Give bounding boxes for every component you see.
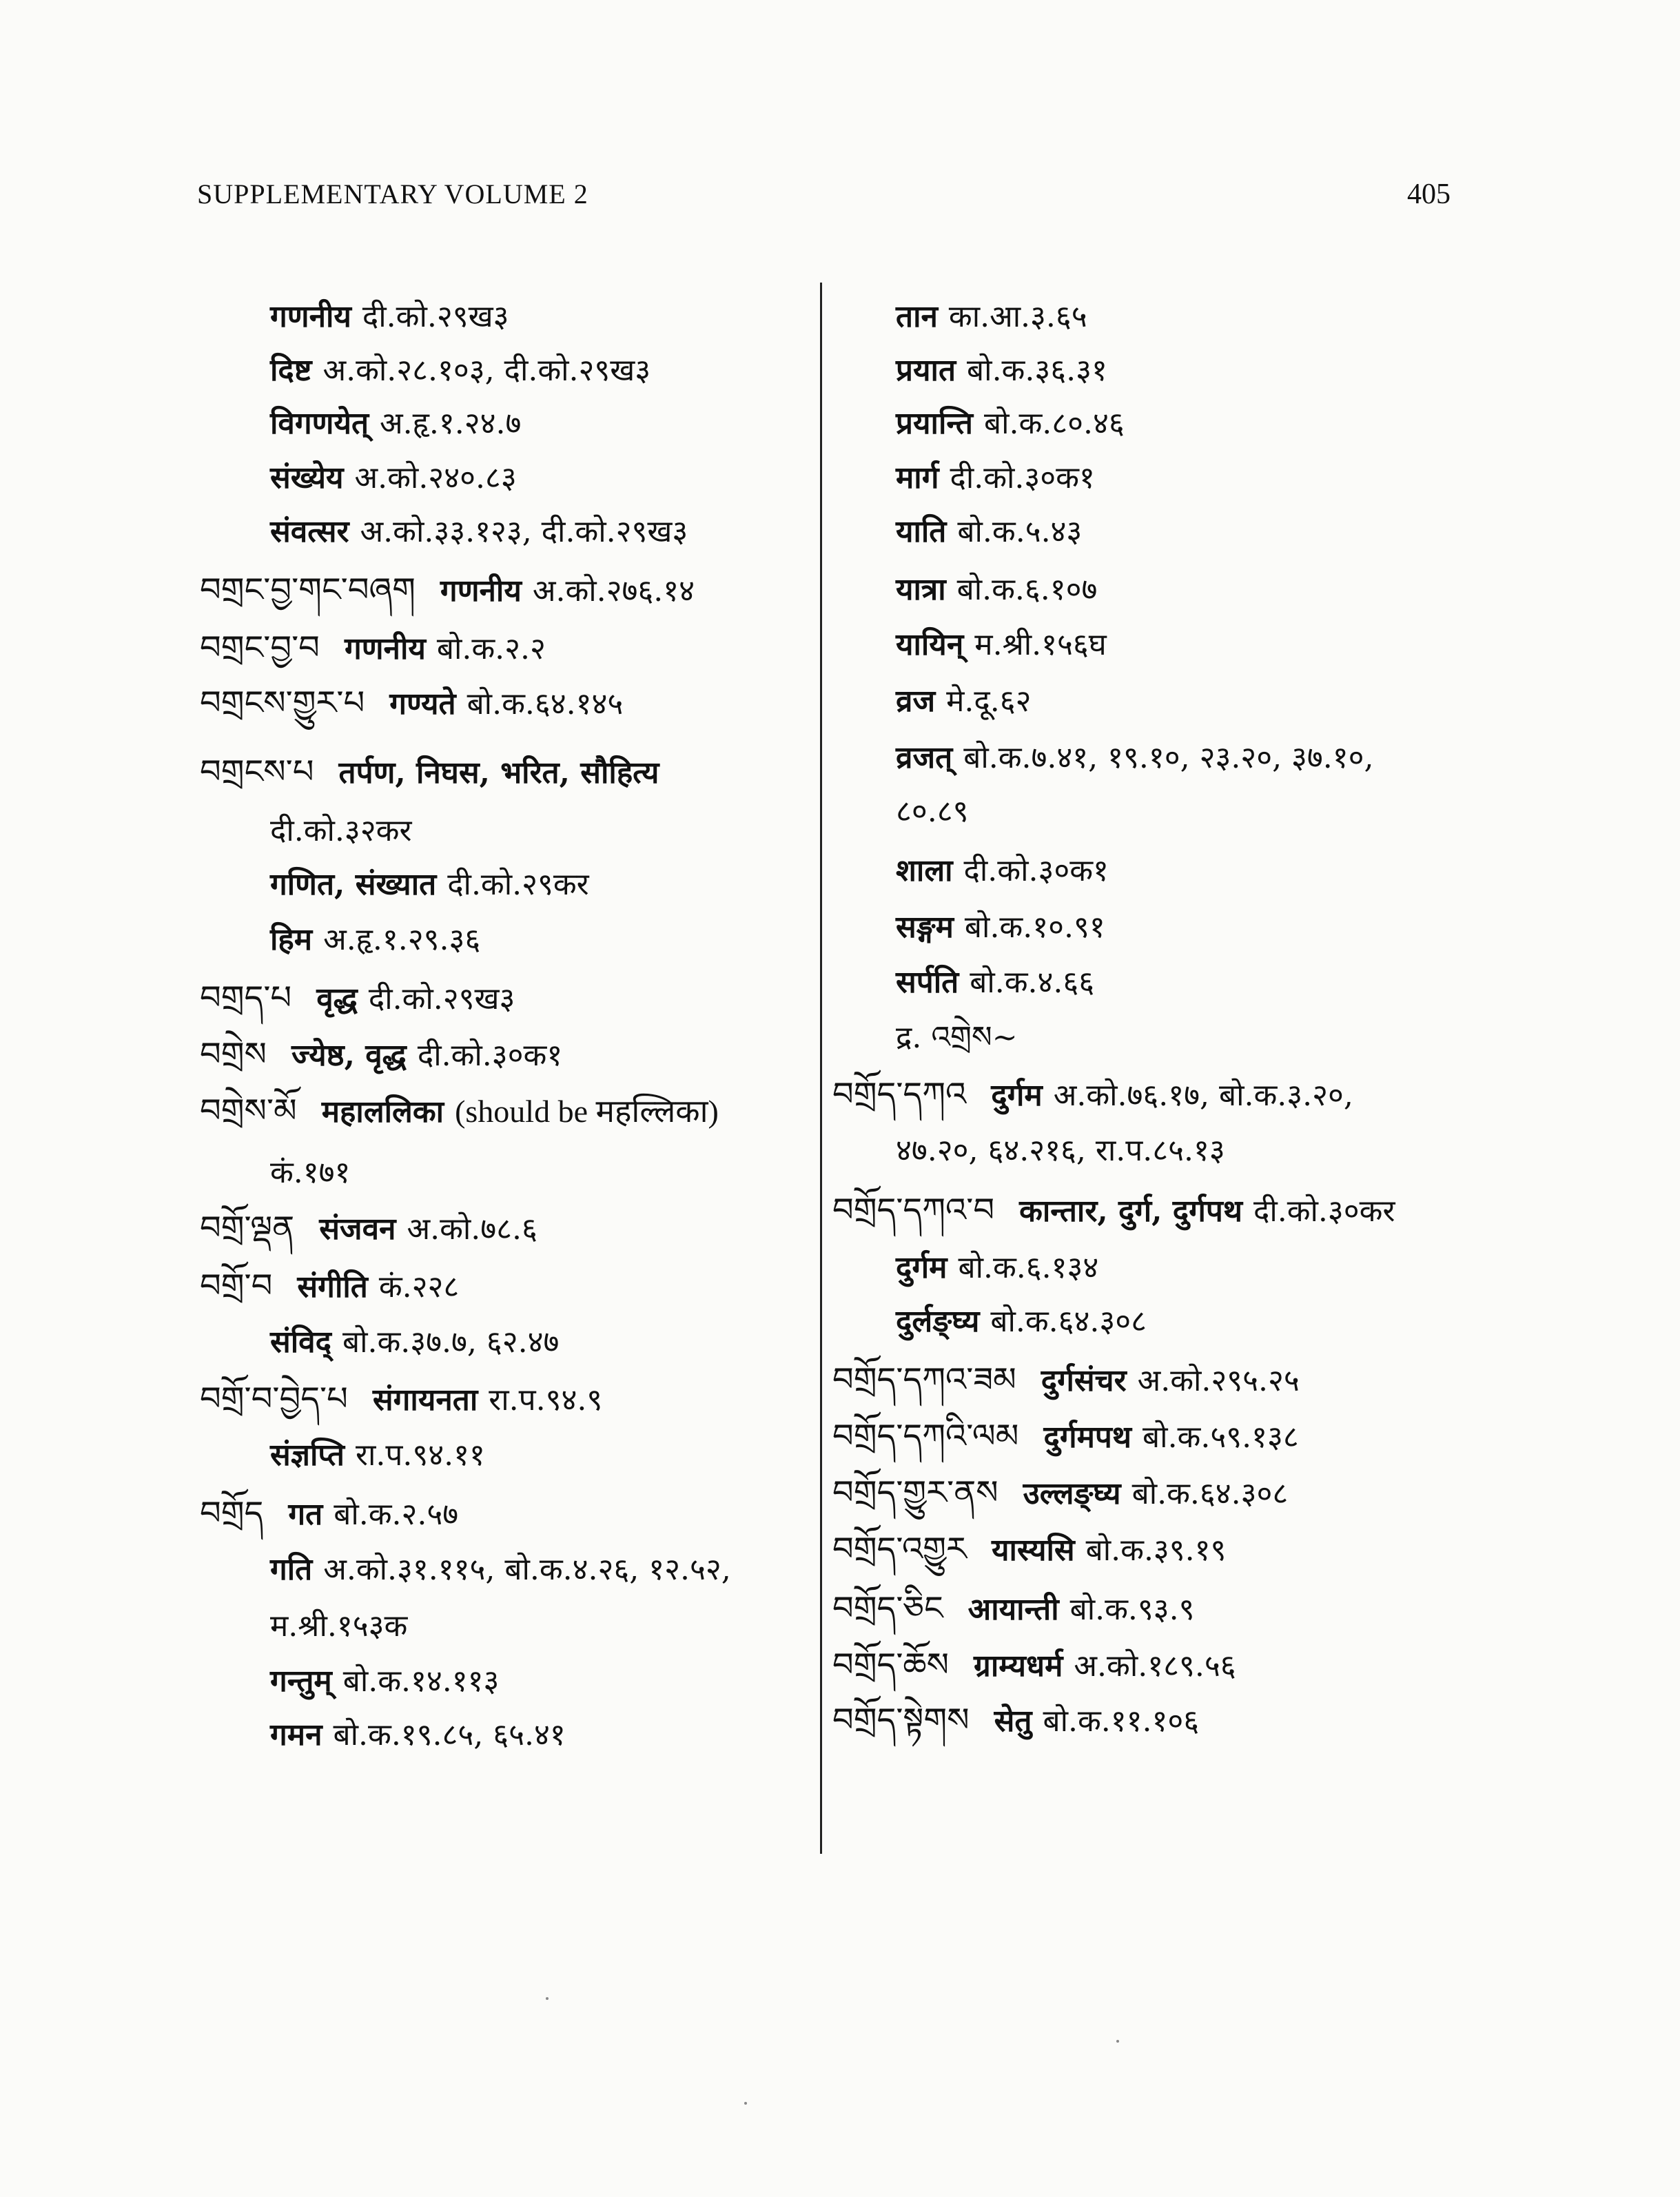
- entry-row: [200, 1378, 602, 1421]
- reference: अ.को.२४०.८३: [354, 460, 517, 495]
- entry-row: [200, 751, 670, 794]
- entry-row: [270, 350, 651, 391]
- sanskrit-term: याति: [896, 514, 947, 549]
- sanskrit-term: मार्ग: [896, 460, 939, 495]
- reference: बो.क.३६.३१: [967, 353, 1107, 388]
- tibetan-headword: བགྲོད་དཀའ་བ: [832, 1191, 995, 1229]
- entry-row: [270, 1606, 407, 1647]
- sanskrit-term: संगीति: [297, 1269, 368, 1305]
- sanskrit-term: गमन: [270, 1717, 322, 1753]
- entry-row: [200, 1207, 537, 1250]
- reference: बो.क.२.२: [436, 631, 546, 666]
- reference: अ.को.२८.१०३, दी.को.२९ख३: [322, 353, 651, 388]
- sanskrit-term: महाललिका: [321, 1094, 444, 1130]
- tibetan-headword: བགྲོད་གྱུར་ནས: [832, 1473, 998, 1512]
- entry-row: [270, 864, 589, 906]
- entry-row: [200, 682, 623, 725]
- sanskrit-term: दुर्गमपथ: [1043, 1420, 1132, 1455]
- reference: का.आ.३.६५: [948, 299, 1087, 334]
- sanskrit-term: प्रयात: [896, 353, 956, 388]
- reference: द्र. འགྲེས~: [896, 1020, 1018, 1055]
- sanskrit-term: दुर्गम: [991, 1078, 1043, 1113]
- reference: रा.प.९४.११: [355, 1438, 485, 1473]
- entry-row: [896, 458, 1095, 499]
- sanskrit-term: कान्तार, दुर्ग, दुर्गपथ: [1019, 1194, 1242, 1229]
- sanskrit-term: सङ्गम: [896, 910, 954, 945]
- tibetan-headword: བགྲོ་བ་བྱེད་པ: [200, 1380, 348, 1418]
- tibetan-headword: བགྲོད་དཀའ་ཟམ: [832, 1360, 1016, 1399]
- reference: मे.दू.६२: [946, 684, 1032, 719]
- reference: अ.को.२७६.१४: [532, 573, 695, 609]
- tibetan-headword: བགྲངས་གྱུར་པ: [200, 684, 365, 722]
- sanskrit-term: विगणयेत्: [270, 406, 369, 441]
- sanskrit-term: हिम: [270, 922, 313, 957]
- reference: रा.प.९४.९: [489, 1382, 603, 1418]
- entry-row: [270, 1715, 566, 1756]
- running-title: SUPPLEMENTARY VOLUME 2: [197, 178, 588, 210]
- reference: बो.क.४.६६: [970, 965, 1095, 1000]
- sanskrit-term: दुर्गसंचर: [1041, 1363, 1127, 1398]
- entry-row: [200, 1493, 458, 1535]
- sanskrit-term: संवत्सर: [270, 514, 349, 549]
- entry-row: [896, 1301, 1147, 1342]
- reference: बो.क.१४.११३: [342, 1664, 500, 1699]
- reference: दी.को.३०क१: [417, 1038, 563, 1073]
- entry-row: [200, 569, 695, 612]
- sanskrit-term: व्रजत्: [896, 740, 953, 775]
- reference: अ.को.७८.६: [407, 1212, 537, 1247]
- entry-row: [896, 569, 1097, 611]
- entry-row: [270, 810, 411, 852]
- sanskrit-term: दुर्लङ्घ्य: [896, 1304, 980, 1339]
- entry-row: [270, 296, 509, 338]
- entry-row: [832, 1472, 1288, 1515]
- sanskrit-term: गति: [270, 1552, 313, 1587]
- sanskrit-term: आयान्ती: [967, 1592, 1059, 1627]
- reference: दी.को.३०क१: [950, 460, 1095, 495]
- reference: ८०.८९: [896, 794, 969, 829]
- reference: (should be महल्लिका): [455, 1094, 719, 1129]
- entry-row: [270, 1661, 499, 1702]
- sanskrit-term: तान: [896, 299, 938, 334]
- reference: बो.क.६.१३४: [958, 1250, 1099, 1285]
- reference: दी.को.२९कर: [447, 867, 589, 902]
- reference: बो.क.५.४३: [957, 514, 1083, 549]
- reference: अ.को.३३.१२३, दी.को.२९ख३: [360, 514, 688, 549]
- reference: दी.को.३०कर: [1253, 1194, 1395, 1229]
- sanskrit-term: गन्तुम्: [270, 1664, 332, 1699]
- entry-row: [896, 791, 969, 832]
- sanskrit-term: यास्यसि: [991, 1533, 1075, 1568]
- entry-row: [200, 1034, 562, 1076]
- tibetan-headword: བགྲེས: [200, 1035, 267, 1074]
- entry-row: [832, 1359, 1300, 1402]
- sanskrit-term: गण्यते: [389, 686, 456, 722]
- sanskrit-term: संगायनता: [372, 1382, 478, 1418]
- sanskrit-term: संख्येय: [270, 460, 344, 495]
- reference: बो.क.६४.३०८: [990, 1304, 1147, 1339]
- reference: दी.को.३२कर: [270, 813, 412, 848]
- reference: अ.को.७६.१७, बो.क.३.२०,: [1053, 1078, 1353, 1113]
- sanskrit-term: तर्पण, निघस, भरित, सौहित्य: [338, 755, 659, 790]
- entry-row: [832, 1074, 1353, 1116]
- tibetan-headword: བགྲོད་ཅིང: [832, 1589, 943, 1628]
- entry-row: [200, 1090, 719, 1133]
- reference: बो.क.११.१०६: [1043, 1704, 1200, 1739]
- sanskrit-term: संजवन: [319, 1212, 396, 1247]
- entry-row: [270, 511, 688, 553]
- sanskrit-term: गणनीय: [440, 573, 522, 609]
- entry-row: [200, 627, 546, 670]
- sanskrit-term: दिष्ट: [270, 353, 312, 388]
- scan-speck: [546, 1997, 549, 2000]
- reference: अ.को.२९५.२५: [1137, 1363, 1300, 1398]
- reference: बो.क.३९.१९: [1085, 1533, 1227, 1568]
- reference: बो.क.९३.९: [1069, 1592, 1195, 1627]
- entry-row: [896, 1017, 1018, 1059]
- entry-row: [896, 681, 1032, 722]
- entry-row: [270, 1152, 350, 1194]
- tibetan-headword: བགྲངས་པ: [200, 753, 314, 791]
- sanskrit-term: गणनीय: [270, 299, 351, 334]
- entry-row: [832, 1588, 1195, 1631]
- reference: बो.क.२.५७: [334, 1497, 459, 1532]
- sanskrit-term: गणनीय: [344, 631, 426, 666]
- sanskrit-term: गणित, संख्यात: [270, 867, 437, 902]
- entry-row: [832, 1644, 1236, 1687]
- entry-row: [200, 1265, 459, 1308]
- entry-row: [832, 1189, 1395, 1232]
- sanskrit-term: ग्राम्यधर्म: [974, 1648, 1063, 1684]
- entry-row: [832, 1699, 1199, 1742]
- entry-row: [896, 737, 1374, 779]
- reference: बो.क.६४.१४५: [467, 686, 624, 722]
- reference: बो.क.७.४१, १९.१०, २३.२०, ३७.१०,: [963, 740, 1374, 775]
- sanskrit-term: वृद्ध: [316, 981, 358, 1016]
- sanskrit-term: ज्येष्ठ, वृद्ध: [291, 1038, 407, 1073]
- reference: बो.क.५९.१३८: [1143, 1420, 1299, 1455]
- entry-row: [270, 1322, 559, 1363]
- reference: बो.क.८०.४६: [983, 406, 1125, 441]
- entry-row: [896, 1247, 1098, 1289]
- sanskrit-term: गत: [288, 1497, 323, 1532]
- entry-row: [896, 350, 1107, 391]
- entry-row: [896, 850, 1109, 892]
- entry-row: [270, 919, 480, 961]
- tibetan-headword: བགྲེས་མོ: [200, 1092, 297, 1130]
- sanskrit-term: प्रयान्ति: [896, 406, 973, 441]
- entry-row: [200, 977, 515, 1020]
- reference: अ.हृ.१.२४.७: [380, 406, 522, 441]
- tibetan-headword: བགྲོད་འགྱུར: [832, 1530, 967, 1568]
- scan-speck: [1116, 2040, 1119, 2043]
- tibetan-headword: བགྲོད་ཆོས: [832, 1646, 950, 1684]
- reference: कं.१७१: [270, 1155, 351, 1190]
- tibetan-headword: བགྲོད་དཀའ: [832, 1075, 967, 1114]
- sanskrit-term: शाला: [896, 853, 953, 888]
- entry-row: [896, 962, 1094, 1003]
- reference: बो.क.६.१०७: [956, 572, 1098, 607]
- reference: म.श्री.१५३क: [270, 1608, 408, 1644]
- column-divider: [820, 283, 822, 1854]
- sanskrit-term: दुर्गम: [896, 1250, 947, 1285]
- tibetan-headword: བགྲད་པ: [200, 979, 292, 1017]
- reference: बो.क.१९.८५, ६५.४१: [333, 1717, 566, 1753]
- tibetan-headword: བགྲོད་དཀའི་ལམ: [832, 1417, 1019, 1455]
- sanskrit-term: व्रज: [896, 684, 936, 719]
- sanskrit-term: संज्ञप्ति: [270, 1438, 345, 1473]
- tibetan-headword: བགྲོ་བ: [200, 1267, 273, 1305]
- tibetan-headword: བགྲོད་སྟེགས: [832, 1701, 970, 1739]
- tibetan-headword: བགྲོད: [200, 1494, 264, 1533]
- sanskrit-term: उल्लङ्घ्य: [1023, 1476, 1121, 1511]
- sanskrit-term: सेतु: [994, 1704, 1032, 1739]
- entry-row: [270, 1435, 485, 1476]
- reference: म.श्री.१५६घ: [974, 627, 1107, 662]
- page-number: 405: [1407, 178, 1451, 210]
- reference: दी.को.२९ख३: [362, 299, 509, 334]
- tibetan-headword: བགྲང་བྱ་གང་བཞག: [200, 571, 416, 609]
- reference: दी.को.३०क१: [963, 853, 1109, 888]
- scan-speck: [744, 2102, 747, 2105]
- reference: बो.क.६४.३०८: [1131, 1476, 1289, 1511]
- reference: अ.हृ.१.२९.३६: [323, 922, 481, 957]
- sanskrit-term: यायिन्: [896, 627, 964, 662]
- reference: अ.को.३१.११५, बो.क.४.२६, १२.५२,: [323, 1552, 731, 1587]
- entry-row: [896, 1130, 1225, 1172]
- tibetan-headword: བགྲོ་ལྡན: [200, 1209, 295, 1247]
- reference: बो.क.१०.९१: [964, 910, 1105, 945]
- reference: दी.को.२९ख३: [368, 981, 515, 1016]
- reference: ४७.२०, ६४.२१६, रा.प.८५.१३: [896, 1133, 1225, 1168]
- reference: अ.को.१८९.५६: [1074, 1648, 1236, 1684]
- entry-row: [896, 296, 1087, 338]
- entry-row: [896, 624, 1107, 666]
- tibetan-headword: བགྲང་བྱ་བ: [200, 629, 320, 667]
- reference: कं.२२८: [378, 1269, 460, 1305]
- entry-row: [896, 511, 1082, 553]
- entry-row: [832, 1416, 1299, 1458]
- entry-row: [832, 1529, 1226, 1571]
- sanskrit-term: यात्रा: [896, 572, 946, 607]
- reference: बो.क.३७.७, ६२.४७: [342, 1325, 560, 1360]
- entry-row: [270, 403, 521, 444]
- sanskrit-term: संविद्: [270, 1325, 331, 1360]
- sanskrit-term: सर्पति: [896, 965, 959, 1000]
- entry-row: [896, 403, 1125, 444]
- entry-row: [270, 458, 517, 499]
- entry-row: [270, 1549, 731, 1591]
- entry-row: [896, 907, 1105, 948]
